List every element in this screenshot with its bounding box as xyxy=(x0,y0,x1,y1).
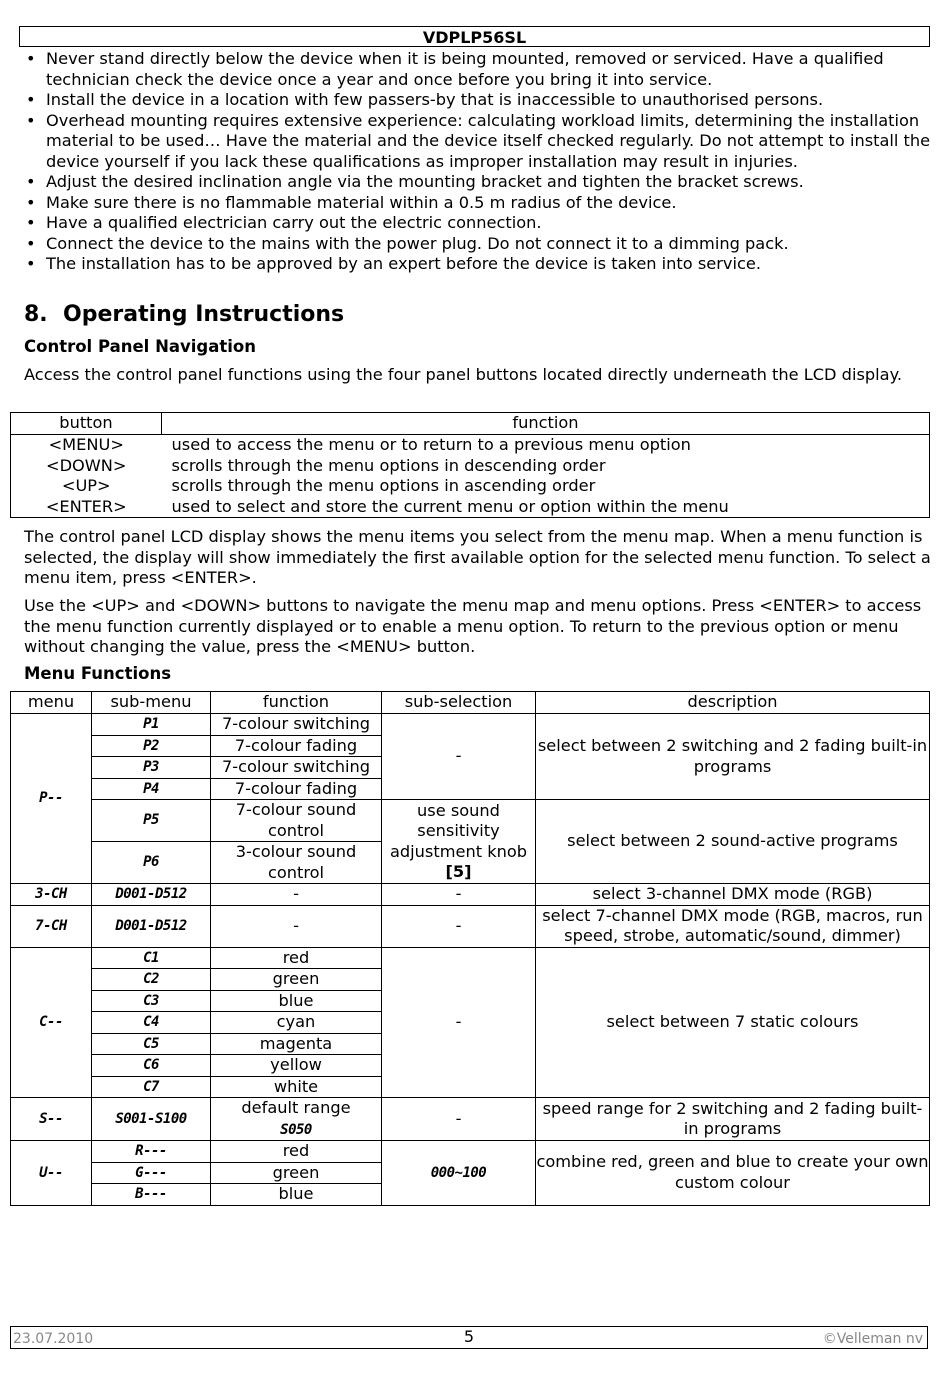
submenu-code: P6 xyxy=(92,842,211,884)
submenu-code: C6 xyxy=(92,1055,211,1077)
description-cell: select between 2 switching and 2 fading built-in programs xyxy=(536,714,930,800)
submenu-code: C7 xyxy=(92,1076,211,1098)
function-cell: cyan xyxy=(211,1012,382,1034)
subselection-cell: 000~100 xyxy=(382,1141,536,1206)
safety-bullet-list xyxy=(24,49,934,275)
table-header: description xyxy=(536,692,930,714)
function-cell: - xyxy=(211,905,382,947)
menu-code: P-- xyxy=(11,714,92,884)
description-cell: select 3-channel DMX mode (RGB) xyxy=(536,884,930,906)
knob-reference: [5] xyxy=(445,862,472,881)
table-row xyxy=(11,800,930,842)
button-name: <DOWN> xyxy=(11,456,162,477)
submenu-code: C2 xyxy=(92,969,211,991)
footer-copyright: ©Velleman nv xyxy=(822,1331,923,1347)
menu-code: 3-CH xyxy=(11,884,92,906)
table-header: menu xyxy=(11,692,92,714)
function-cell: - xyxy=(211,884,382,906)
submenu-code: P1 xyxy=(92,714,211,736)
nav-intro-paragraph: Access the control panel functions using the four panel buttons located directly underneath the LCD display. xyxy=(24,365,902,384)
section-number: 8. xyxy=(24,302,48,327)
button-name: <ENTER> xyxy=(11,497,162,518)
page-number: 5 xyxy=(463,1327,475,1346)
submenu-code: D001-D512 xyxy=(92,884,211,906)
bullet-item: • Make sure there is no flammable material within a 0.5 m radius of the device. xyxy=(24,193,934,214)
function-cell: 7-colour fading xyxy=(211,778,382,800)
button-name: <UP> xyxy=(11,476,162,497)
menu-code: C-- xyxy=(11,947,92,1098)
button-name: <MENU> xyxy=(11,435,162,456)
function-cell: 7-colour sound control xyxy=(211,800,382,842)
function-cell: green xyxy=(211,1162,382,1184)
submenu-code: R--- xyxy=(92,1141,211,1163)
function-cell: 7-colour switching xyxy=(211,757,382,779)
menu-code: U-- xyxy=(11,1141,92,1206)
subheading-menu-functions: Menu Functions xyxy=(24,664,172,683)
table-header: function xyxy=(211,692,382,714)
submenu-code: P3 xyxy=(92,757,211,779)
function-cell: red xyxy=(211,1141,382,1163)
navigation-paragraph: Use the <UP> and <DOWN> buttons to navigate the menu map and menu options. Press <ENTER> to access the menu function currently displayed or to enable a menu option. To return to the previous option or menu without changing the value, press the <MENU> button. xyxy=(24,596,922,656)
function-cell: blue xyxy=(211,990,382,1012)
submenu-code: S001-S100 xyxy=(92,1098,211,1141)
document-header: VDPLP56SL xyxy=(19,26,930,47)
submenu-code: P2 xyxy=(92,735,211,757)
section-heading xyxy=(24,302,344,327)
submenu-code: D001-D512 xyxy=(92,905,211,947)
table-row xyxy=(11,884,930,906)
subheading-navigation: Control Panel Navigation xyxy=(24,337,256,356)
function-cell: yellow xyxy=(211,1055,382,1077)
submenu-code: C1 xyxy=(92,947,211,969)
function-cell: magenta xyxy=(211,1033,382,1055)
submenu-code: C4 xyxy=(92,1012,211,1034)
button-table xyxy=(10,412,930,518)
footer-date: 23.07.2010 xyxy=(13,1331,94,1347)
description-cell: select between 2 sound-active programs xyxy=(536,800,930,884)
submenu-code: G--- xyxy=(92,1162,211,1184)
subselection-cell: - xyxy=(382,905,536,947)
table-header: button xyxy=(11,413,162,435)
subselection-cell xyxy=(382,800,536,884)
menu-code: S-- xyxy=(11,1098,92,1141)
submenu-code: P4 xyxy=(92,778,211,800)
description-cell: speed range for 2 switching and 2 fading built-in programs xyxy=(536,1098,930,1141)
description-cell: select between 7 static colours xyxy=(536,947,930,1098)
function-cell: blue xyxy=(211,1184,382,1206)
function-cell: white xyxy=(211,1076,382,1098)
section-title: Operating Instructions xyxy=(63,302,345,327)
function-cell xyxy=(211,1098,382,1141)
subselection-cell: - xyxy=(382,884,536,906)
function-cell: 3-colour sound control xyxy=(211,842,382,884)
subselection-cell: - xyxy=(382,714,536,800)
page-footer xyxy=(10,1326,928,1349)
description-cell: combine red, green and blue to create your own custom colour xyxy=(536,1141,930,1206)
button-function: scrolls through the menu options in ascending order xyxy=(162,476,930,497)
bullet-item: • Adjust the desired inclination angle via the mounting bracket and tighten the bracket screws. xyxy=(24,172,934,193)
button-function: used to select and store the current menu or option within the menu xyxy=(162,497,930,518)
button-function: scrolls through the menu options in descending order xyxy=(162,456,930,477)
bullet-item: • Install the device in a location with few passers-by that is inaccessible to unauthorised persons. xyxy=(24,90,934,111)
table-header: sub-menu xyxy=(92,692,211,714)
description-cell: select 7-channel DMX mode (RGB, macros, run speed, strobe, automatic/sound, dimmer) xyxy=(536,905,930,947)
menu-code: 7-CH xyxy=(11,905,92,947)
bullet-item: • Connect the device to the mains with the power plug. Do not connect it to a dimming pack. xyxy=(24,234,934,255)
submenu-code: B--- xyxy=(92,1184,211,1206)
lcd-paragraph: The control panel LCD display shows the menu items you select from the menu map. When a menu function is selected, the display will show immediately the first available option for the selected menu function. To select a menu item, press <ENTER>. xyxy=(24,527,931,587)
sound-knob-text: use sound sensitivity adjustment knob xyxy=(389,800,528,861)
bullet-item: • Never stand directly below the device when it is being mounted, removed or serviced. Have a qualified technician check the device once a year and once before you bring it into service. xyxy=(24,49,934,90)
button-function: used to access the menu or to return to a previous menu option xyxy=(162,435,930,456)
function-cell: red xyxy=(211,947,382,969)
table-row xyxy=(11,905,930,947)
function-cell: 7-colour fading xyxy=(211,735,382,757)
submenu-code: P5 xyxy=(92,800,211,842)
table-row xyxy=(11,1141,930,1163)
default-range-value: S050 xyxy=(280,1121,312,1138)
menu-functions-table xyxy=(10,691,930,1206)
table-row xyxy=(11,947,930,969)
default-range-label: default range xyxy=(241,1098,351,1117)
bullet-item: • Have a qualified electrician carry out the electric connection. xyxy=(24,213,934,234)
bullet-item: • The installation has to be approved by an expert before the device is taken into service. xyxy=(24,254,934,275)
table-row xyxy=(11,714,930,736)
submenu-code: C3 xyxy=(92,990,211,1012)
subselection-cell: - xyxy=(382,1098,536,1141)
function-cell: green xyxy=(211,969,382,991)
table-header: sub-selection xyxy=(382,692,536,714)
table-row xyxy=(11,1098,930,1141)
table-header: function xyxy=(162,413,930,435)
subselection-cell: - xyxy=(382,947,536,1098)
bullet-item: • Overhead mounting requires extensive experience: calculating workload limits, determining the installation material to be used… Have the material and the device itself checked regularly. Do not attempt to install the device yourself if you lack these qualifications as improper installation may result in injuries. xyxy=(24,111,934,173)
submenu-code: C5 xyxy=(92,1033,211,1055)
function-cell: 7-colour switching xyxy=(211,714,382,736)
